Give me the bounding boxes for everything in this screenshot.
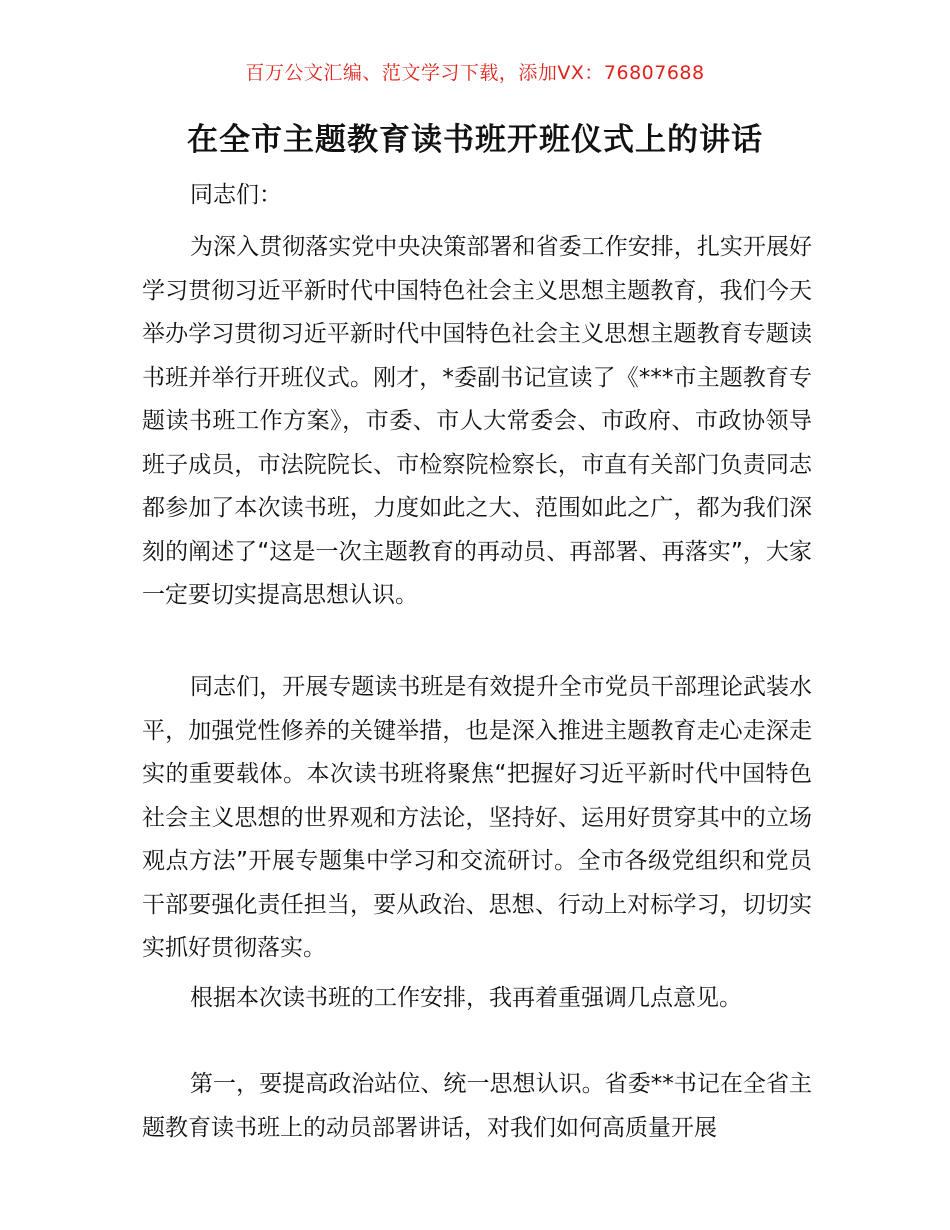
paragraph-intro: 为深入贯彻落实党中央决策部署和省委工作安排，扎实开展好学习贯彻习近平新时代中国特色社会主义思想主题教育，我们今天举办学习贯彻习近平新时代中国特色社会主义思想主题教育专题读书班并举行开班仪式。刚才，*委副书记宣读了《***市主题教育专题读书班工作方案》，市委、市人大常委会、市政府、市政协领导班子成员，市法院院长、市检察院检察长，市直有关部门负责同志都参加了本次读书班，力度如此之大、范围如此之广，都为我们深刻的阐述了“这是一次主题教育的再动员、再部署、再落实”，大家一定要切实提高思想认识。 (142, 234, 812, 608)
paragraph-point-one: 第一，要提高政治站位、统一思想认识。省委**书记在全省主题教育读书班上的动员部署讲话，对我们如何高质量开展 (142, 1071, 812, 1141)
header-banner: 百万公文汇编、范文学习下载，添加VX：76807688 (245, 62, 705, 84)
salutation: 同志们： (190, 182, 282, 208)
paragraph-purpose: 同志们，开展专题读书班是有效提升全市党员干部理论武装水平，加强党性修养的关键举措，也是深入推进主题教育走心走深走实的重要载体。本次读书班将聚焦“把握好习近平新时代中国特色社会主义思想的世界观和方法论，坚持好、运用好贯穿其中的立场观点方法”开展专题集中学习和交流研讨。全市各级党组织和党员干部要强化责任担当，要从政治、思想、行动上对标学习，切切实实抓好贯彻落实。 (142, 674, 812, 961)
document-title: 在全市主题教育读书班开班仪式上的讲话 (187, 122, 763, 158)
paragraph-transition: 根据本次读书班的工作安排，我再着重强调几点意见。 (190, 985, 742, 1011)
